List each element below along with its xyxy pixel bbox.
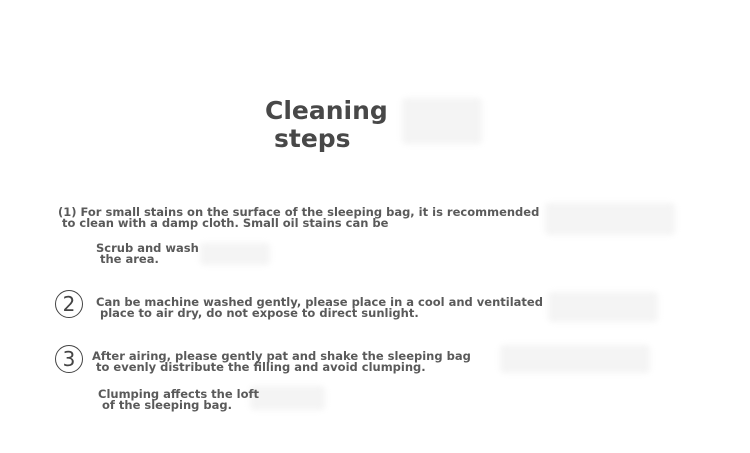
step-1-text [58, 207, 539, 229]
faint-smudge [402, 98, 482, 144]
step-1-note [96, 243, 199, 265]
step-2-number-badge: 2 [55, 290, 83, 318]
step-3-line-2: to evenly distribute the filling and avoid clumping. [96, 360, 426, 374]
step-2-text [96, 297, 543, 319]
step-1-note-line-1: Scrub and wash [96, 241, 199, 255]
step-2-line-2: place to air dry, do not expose to direct sunlight. [100, 306, 419, 320]
step-3-note-line-2: of the sleeping bag. [102, 398, 232, 412]
step-3-note [98, 389, 259, 411]
faint-smudge [545, 203, 675, 235]
title-line-1: Cleaning [265, 96, 388, 125]
faint-smudge [500, 345, 650, 373]
faint-smudge [548, 292, 658, 322]
step-3-line-1: After airing, please gently pat and shake the sleeping bag [92, 349, 471, 363]
page-title [265, 97, 388, 153]
faint-smudge [250, 386, 325, 410]
faint-smudge [200, 243, 270, 265]
step-1-line-1: (1) For small stains on the surface of the sleeping bag, it is recommended [58, 205, 540, 219]
step-1-line-2: to clean with a damp cloth. Small oil stains can be [62, 216, 389, 230]
step-3-number-badge: 3 [55, 345, 83, 373]
step-1-note-line-2: the area. [100, 252, 159, 266]
step-3-text [92, 351, 471, 373]
step-3-note-line-1: Clumping affects the loft [98, 387, 260, 401]
title-line-2: steps [274, 124, 351, 153]
step-2-line-1: Can be machine washed gently, please place in a cool and ventilated [96, 295, 543, 309]
